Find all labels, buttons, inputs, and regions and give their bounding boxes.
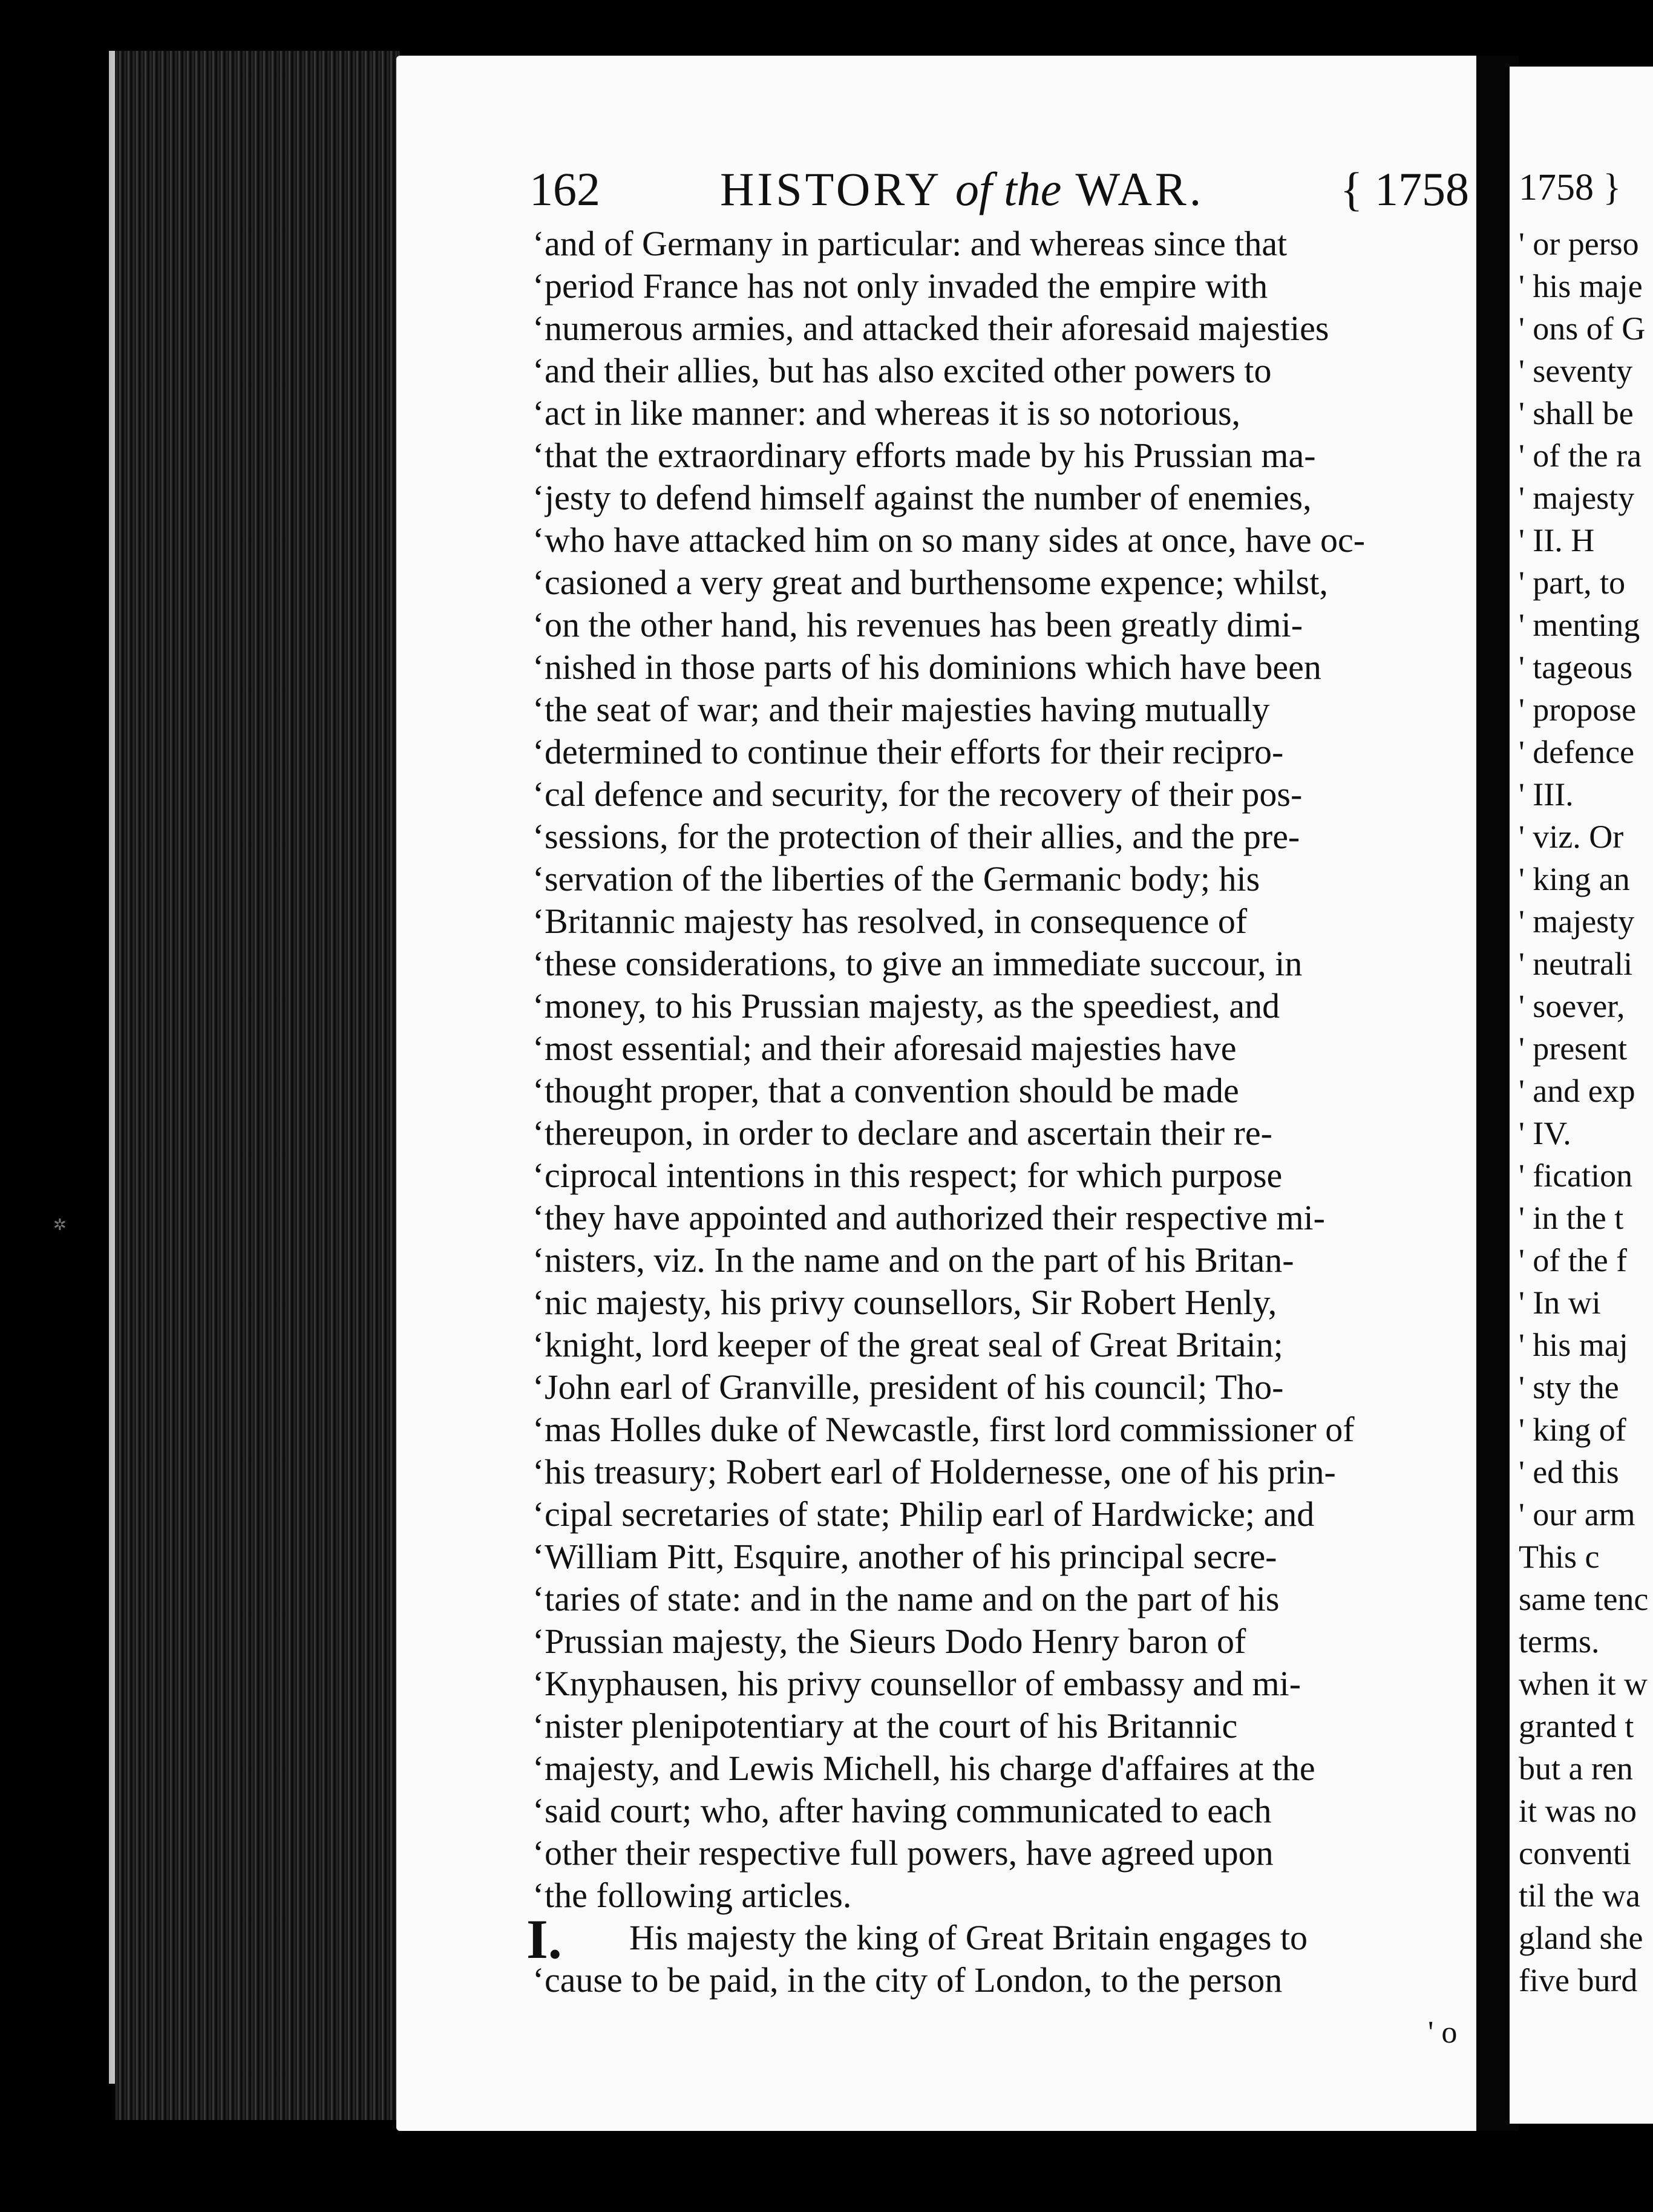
right-text-line: ' neutrali: [1519, 946, 1633, 982]
quote-mark: ‘: [532, 1029, 545, 1068]
text-line: nished in those parts of his dominions which have been: [545, 647, 1321, 687]
right-text-line: ' viz. Or: [1519, 819, 1624, 855]
right-text-line: gland she: [1519, 1920, 1643, 1956]
right-text-line: ' II. H: [1519, 522, 1595, 558]
right-text-line: til the wa: [1519, 1877, 1640, 1914]
quote-mark: ‘: [532, 1791, 545, 1830]
quote-mark: ‘: [532, 1833, 545, 1873]
right-running-year: 1758 }: [1519, 167, 1622, 208]
right-text-line: ' sty the: [1519, 1369, 1619, 1405]
quote-mark: ‘: [532, 1749, 545, 1788]
text-line: and of Germany in particular: and whereas since that: [545, 224, 1288, 263]
text-line: cal defence and security, for the recovery of their pos-: [545, 774, 1303, 814]
right-text-line: ' of the ra: [1519, 437, 1642, 474]
text-line: cause to be paid, in the city of London, to the person: [545, 1960, 1283, 2000]
quote-mark: ‘: [532, 859, 545, 898]
text-line: numerous armies, and attacked their aforesaid majesties: [545, 309, 1329, 348]
text-line: majesty, and Lewis Michell, his charge d'affaires at the: [545, 1749, 1315, 1788]
quote-mark: ‘: [532, 266, 545, 306]
text-line: knight, lord keeper of the great seal of Great Britain;: [545, 1325, 1283, 1364]
quote-mark: ‘: [532, 520, 545, 560]
text-line: William Pitt, Esquire, another of his principal secre-: [545, 1537, 1277, 1576]
right-text-line: ' king of: [1519, 1412, 1626, 1448]
quote-mark: ‘: [532, 901, 545, 941]
article-number-initial: I.: [526, 1908, 562, 1970]
text-line: taries of state: and in the name and on the part of his: [545, 1579, 1280, 1618]
right-text-line: ' ons of G: [1519, 310, 1646, 347]
right-text-line: ' or perso: [1519, 226, 1639, 262]
text-line: his treasury; Robert earl of Holdernesse, one of his prin-: [545, 1452, 1336, 1491]
text-line: that the extraordinary efforts made by his Prussian ma-: [545, 436, 1316, 475]
quote-mark: ‘: [532, 1621, 545, 1661]
text-line: mas Holles duke of Newcastle, first lord commissioner of: [545, 1410, 1355, 1449]
running-year: { 1758: [1340, 163, 1469, 215]
quote-mark: ‘: [532, 1579, 545, 1618]
right-text-line: same tenc: [1519, 1581, 1649, 1617]
quote-mark: ‘: [532, 1494, 545, 1534]
quote-mark: ‘: [532, 1113, 545, 1153]
quote-mark: ‘: [532, 1071, 545, 1110]
text-line: thereupon, in order to declare and ascertain their re-: [545, 1113, 1272, 1153]
text-line: most essential; and their aforesaid majesties have: [545, 1029, 1237, 1068]
text-line: determined to continue their efforts for their recipro-: [545, 732, 1284, 771]
right-text-line: conventi: [1519, 1835, 1631, 1871]
book-page-edges: [115, 51, 399, 2120]
text-line: said court; who, after having communicated to each: [545, 1791, 1272, 1830]
quote-mark: ‘: [532, 1325, 545, 1364]
right-text-line: ' IV.: [1519, 1115, 1571, 1151]
quote-mark: ‘: [532, 1283, 545, 1322]
right-text-line: ' propose: [1519, 692, 1637, 728]
quote-mark: ‘: [532, 944, 545, 983]
quote-mark: ‘: [532, 690, 545, 729]
right-text-line: ' present: [1519, 1030, 1628, 1067]
right-text-line: but a ren: [1519, 1750, 1633, 1787]
right-text-line: ' king an: [1519, 861, 1630, 897]
quote-mark: ‘: [532, 1156, 545, 1195]
right-text-line: ' his maj: [1519, 1327, 1628, 1363]
quote-mark: ‘: [532, 1537, 545, 1576]
right-text-line: ' in the t: [1519, 1200, 1624, 1236]
quote-mark: ‘: [532, 1367, 545, 1407]
quote-mark: ‘: [532, 563, 545, 602]
quote-mark: ‘: [532, 1706, 545, 1746]
quote-mark: ‘: [532, 393, 545, 433]
right-text-line: ' our arm: [1519, 1496, 1635, 1533]
quote-mark: ‘: [532, 1240, 545, 1280]
right-text-line: ' majesty: [1519, 903, 1635, 940]
right-text-line: ' menting: [1519, 607, 1640, 643]
right-text-line: five burd: [1519, 1962, 1638, 1998]
text-line: John earl of Granville, president of his council; Tho-: [545, 1367, 1284, 1407]
text-line: Knyphausen, his privy counsellor of embassy and mi-: [545, 1664, 1301, 1703]
text-line: they have appointed and authorized their respective mi-: [545, 1198, 1325, 1237]
right-text-line: ' his maje: [1519, 268, 1643, 304]
right-text-line: when it w: [1519, 1666, 1648, 1702]
right-text-line: ' III.: [1519, 776, 1574, 813]
right-text-line: ' of the f: [1519, 1242, 1628, 1278]
text-line: on the other hand, his revenues has been greatly dimi-: [545, 605, 1303, 644]
text-line: His majesty the king of Great Britain engages to: [629, 1918, 1308, 1957]
text-line: Prussian majesty, the Sieurs Dodo Henry baron of: [545, 1621, 1246, 1661]
right-text-line: it was no: [1519, 1793, 1637, 1829]
catchword: ' o: [1428, 2015, 1458, 2050]
right-text-line: ' soever,: [1519, 988, 1625, 1024]
quote-mark: ‘: [532, 309, 545, 348]
right-text-line: ' defence: [1519, 734, 1635, 770]
scan-speck: ✲: [53, 1216, 67, 1234]
quote-mark: ‘: [532, 478, 545, 517]
quote-mark: ‘: [532, 1876, 545, 1915]
quote-mark: ‘: [532, 1410, 545, 1449]
text-line: and their allies, but has also excited other powers to: [545, 351, 1272, 390]
quote-mark: ‘: [532, 774, 545, 814]
right-text-line: ' part, to: [1519, 564, 1626, 601]
quote-mark: ‘: [532, 986, 545, 1026]
text-line: casioned a very great and burthensome expence; whilst,: [545, 563, 1328, 602]
text-line: who have attacked him on so many sides at once, have oc-: [545, 520, 1366, 560]
text-line: cipal secretaries of state; Philip earl of Hardwicke; and: [545, 1494, 1315, 1534]
text-line: act in like manner: and whereas it is so notorious,: [545, 393, 1241, 433]
text-line: sessions, for the protection of their allies, and the pre-: [545, 817, 1300, 856]
text-line: nisters, viz. In the name and on the part of his Britan-: [545, 1240, 1294, 1280]
right-text-line: terms.: [1519, 1623, 1600, 1660]
quote-mark: ‘: [532, 732, 545, 771]
right-text-line: ' majesty: [1519, 480, 1635, 516]
right-text-line: ' In wi: [1519, 1284, 1601, 1321]
right-text-line: ' shall be: [1519, 395, 1634, 431]
right-text-line: ' ed this: [1519, 1454, 1619, 1490]
right-text-line: This c: [1519, 1539, 1600, 1575]
page-number: 162: [529, 163, 600, 215]
quote-mark: ‘: [532, 1452, 545, 1491]
text-line: other their respective full powers, have agreed upon: [545, 1833, 1274, 1873]
text-line: the seat of war; and their majesties having mutually: [545, 690, 1270, 729]
right-text-line: ' and exp: [1519, 1073, 1635, 1109]
quote-mark: ‘: [532, 1198, 545, 1237]
text-line: money, to his Prussian majesty, as the speediest, and: [545, 986, 1280, 1026]
right-text-line: ' seventy: [1519, 353, 1633, 389]
quote-mark: ‘: [532, 1960, 545, 2000]
right-text-line: granted t: [1519, 1708, 1634, 1744]
text-line: nic majesty, his privy counsellors, Sir Robert Henly,: [545, 1283, 1277, 1322]
text-line: period France has not only invaded the empire with: [545, 266, 1268, 306]
quote-mark: ‘: [532, 436, 545, 475]
right-text-line: ' fication: [1519, 1157, 1633, 1194]
text-line: ciprocal intentions in this respect; for which purpose: [545, 1156, 1283, 1195]
quote-mark: ‘: [532, 647, 545, 687]
running-title: HISTORY of the WAR.: [720, 163, 1205, 215]
text-line: Britannic majesty has resolved, in consequence of: [545, 901, 1248, 941]
quote-mark: ‘: [532, 224, 545, 263]
quote-mark: ‘: [532, 605, 545, 644]
text-line: thought proper, that a convention should be made: [545, 1071, 1239, 1110]
quote-mark: ‘: [532, 351, 545, 390]
quote-mark: ‘: [532, 817, 545, 856]
quote-mark: ‘: [532, 1664, 545, 1703]
right-text-line: ' tageous: [1519, 649, 1633, 686]
text-line: the following articles.: [545, 1876, 852, 1915]
text-line: servation of the liberties of the Germanic body; his: [545, 859, 1260, 898]
text-line: jesty to defend himself against the number of enemies,: [545, 478, 1312, 517]
text-line: nister plenipotentiary at the court of his Britannic: [545, 1706, 1238, 1746]
text-line: these considerations, to give an immediate succour, in: [545, 944, 1303, 983]
